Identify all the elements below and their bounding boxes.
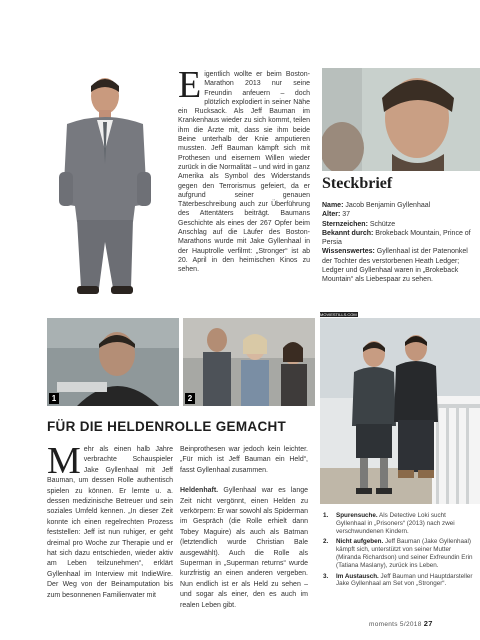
actor-suit-illustration: [47, 72, 172, 304]
caption-number: 1.: [323, 512, 329, 519]
caption-number: 3.: [323, 572, 329, 580]
caption-text: Jeff Bauman und Hauptdarsteller Jake Gyllenhaal am Set von „Stronger“.: [336, 572, 473, 588]
photo-bauman-gyllenhaal: [320, 318, 480, 504]
caption-text: Jeff Bauman (Jake Gyllenhaal) kämpft sich, unterstützt von seiner Mutter (Miranda Richardson) und seiner Exfreundin Erin (Tatiana Maslany), zurück ins Leben.: [336, 538, 473, 569]
photo-actor-profile: [322, 68, 480, 171]
photo-credit: MOVIESTILLS.COM: [320, 312, 357, 317]
steckbrief-box: [322, 201, 474, 285]
intro-dropcap: E: [178, 64, 202, 106]
article-headline: FÜR DIE HELDENROLLE GEMACHT: [47, 419, 287, 434]
photo-stronger-hospital: [183, 318, 315, 406]
steckbrief-bekannt: [322, 229, 474, 248]
caption-item: [323, 538, 473, 569]
steckbrief-alter-value: 37: [340, 211, 351, 219]
stronger-hospital-illustration: [183, 318, 315, 406]
caption-text: Als Detective Loki sucht Gyllenhaal in „Prisoners“ (2013) nach zwei verschwundenen Kindern.: [336, 512, 455, 535]
steckbrief-alter: [322, 210, 474, 219]
steckbrief-alter-label: Alter:: [322, 211, 341, 219]
steckbrief-wissen-label: Wissenswertes:: [322, 248, 375, 256]
steckbrief-name-label: Name:: [322, 202, 344, 209]
body-col2-paragraph-1: Beinprothesen war jedoch kein leichter. „Für mich ist Jeff Bauman ein Held“, fasst Gyllenhaal zusammen.: [180, 446, 308, 474]
steckbrief-name-value: Jacob Benjamin Gyllenhaal: [343, 202, 431, 209]
body-dropcap: M: [47, 440, 81, 482]
caption-item: [323, 573, 473, 589]
intro-body: igentlich wollte er beim Boston-Marathon 2013 nur seine Freundin anfeuern – doch plötzlich explodiert in seiner Nähe ein Rucksack. Als Jeff Bauman im Krankenhaus wieder zu sich kommt, teilen ihm die Ärzte mit, dass sie ihm beide Beine unterhalb der Knie amputieren mussten. Jeff Bauman kämpft sich mit Prothesen und eisernem Willen wieder zurück in die Normalität – und wird in ganz Amerika als Symbol des Widerstands gegen den Terrorismus gefeiert, da er aufgrund seiner genauen Täterbeschreibung auch zur Überführung des Attentäters beiträgt. Baumans Geschichte als eines der 267 Opfer beim Anschlag auf die Läufer des Boston-Marathons wurde mit Jake Gyllenhaal in der Hauptrolle verfilmt: „Stronger“ ist ab 20. April in den heimischen Kinos zu sehen.: [178, 71, 310, 274]
photo-actor-suit: [47, 72, 172, 304]
photo-number-2: 2: [185, 393, 195, 404]
prisoners-illustration: [47, 318, 179, 406]
body-column-2: [180, 445, 308, 611]
steckbrief-title: Steckbrief: [322, 175, 393, 192]
caption-title: Nicht aufgeben.: [336, 538, 384, 546]
steckbrief-wissenswertes: [322, 247, 474, 284]
caption-title: Im Austausch.: [336, 572, 379, 580]
page-footer: [369, 619, 433, 628]
intro-text: [178, 64, 310, 275]
photo-captions: [323, 512, 473, 591]
body-col2-paragraph-2: [180, 486, 308, 611]
steckbrief-name: [322, 201, 474, 210]
photo-number-1: 1: [49, 393, 59, 404]
steckbrief-bekannt-value: Brokeback Mountain, Prince of Persia: [322, 229, 471, 247]
body-col1-text: ehr als einen halb Jahre verbrachte Schauspieler Jake Gyllenhaal mit Jeff Bauman, um dessen Rolle authentisch spielen zu können. Er lernte u. a. dessen medizinische Betreuer und sein soziales Umfeld kennen. „In dieser Zeit konnte ich einen regelrechten Prozess feststellen: Jeff ist nun ruhiger, er geht dreimal pro Woche zur Therapie und er hat sich dazu entschieden, wieder aktiv am Leben teilzunehmen“, erklärt Gyllenhaal im Interview mit IndieWire. Der Weg von der Beinamputation bis zum besonnenen Familienvater mit: [47, 446, 173, 599]
actor-profile-illustration: [322, 68, 480, 171]
body-subhead-heldenhaft: Heldenhaft.: [180, 487, 219, 495]
caption-number: 2.: [323, 538, 329, 546]
steckbrief-stern-value: Schütze: [367, 220, 396, 228]
steckbrief-wissen-value: Gyllenhaal ist der Patenonkel der Tochter des verstorbenen Heath Ledger; Ledger und Gyllenhaal waren in „Brokeback Mountain“ als Liebespaar zu sehen.: [322, 248, 468, 284]
footer-page-number: 27: [423, 619, 433, 628]
footer-magazine: moments 5/2018: [369, 621, 422, 628]
body-column-1: [47, 440, 173, 601]
caption-item: [323, 512, 473, 535]
steckbrief-stern-label: Sternzeichen:: [322, 220, 368, 228]
steckbrief-bekannt-label: Bekannt durch:: [322, 229, 374, 237]
body-col2-paragraph-2-text: Gyllenhaal war es lange Zeit nicht vergönnt, einen Helden zu verkörpern: Er war sowohl als Spiderman im Gespräch (die Rolle erhielt dann Tobey Maguire) als auch als Batman (letztendlich wurde Christian Bale ausgewählt). Auch die Rolle als Superman in „Superman returns“ wurde kurzfristig an einen anderen vergeben. Nun endlich ist er als Held zu sehen – und sogar als einer, den es auch im realen Leben gibt.: [180, 487, 308, 609]
caption-title: Spurensuche.: [336, 512, 378, 519]
photo-prisoners: [47, 318, 179, 406]
bauman-gyllenhaal-illustration: [320, 318, 480, 504]
steckbrief-sternzeichen: [322, 220, 474, 229]
